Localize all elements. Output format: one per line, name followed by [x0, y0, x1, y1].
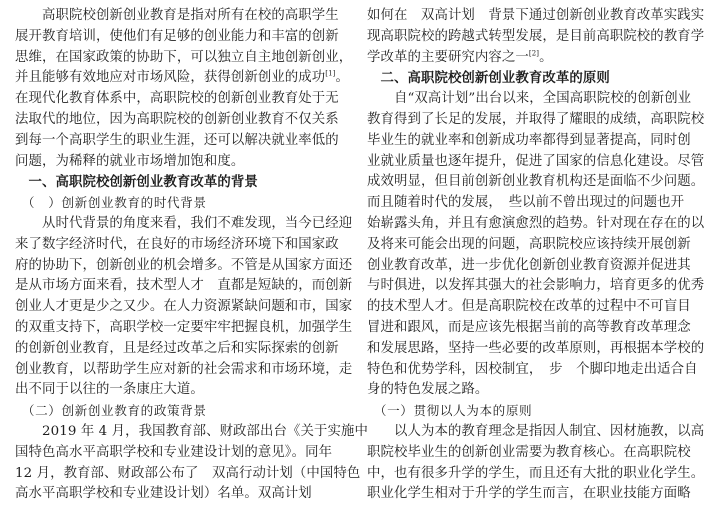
- subsection-heading: [15, 193, 347, 214]
- line-text: （ ）创新创业教育的时代背景: [15, 195, 207, 211]
- text-line: [15, 256, 353, 277]
- text-line: [15, 68, 350, 89]
- line-text: 展开教育培训，使他们有足够的创业能力和丰富的创新: [15, 28, 339, 44]
- line-text: 出不同于以往的一条康庄大道。: [15, 382, 204, 398]
- line-text: 问题，为稀释的就业市场增加饱和度。: [15, 153, 245, 169]
- line-text: 冒进和跟风，而是应该先根据当前的高等教育改革理念: [367, 319, 691, 335]
- line-text: 教育得到了长足的发展，并取得了耀眼的成绩，高职院校: [367, 111, 704, 127]
- line-text: 法取代的地位，因为高职院校的创新创业教育不仅关系: [15, 111, 339, 127]
- line-text: （二）创新创业教育的政策背景: [15, 403, 207, 419]
- line-text: 现高职院校的跨越式转型发展，是目前高职院校的教育学: [367, 28, 704, 44]
- text-line: [15, 131, 347, 152]
- text-line: [15, 339, 347, 360]
- text-line: [367, 276, 704, 297]
- line-tail: 。: [335, 70, 350, 86]
- text-line: [367, 110, 704, 131]
- text-line: [15, 318, 353, 339]
- line-text: 2019 年 4 月，我国教育部、财政部出台《关于实施中: [15, 423, 368, 439]
- text-line: [367, 339, 704, 360]
- text-line: [15, 110, 347, 131]
- text-line: [15, 443, 347, 464]
- text-line: [367, 443, 691, 464]
- line-text: 中，也有很多升学的学生，而且还有大批的职业化学生。: [367, 465, 704, 481]
- text-line: [15, 360, 353, 381]
- line-text: 国特色高水平高职学校和专业建设计划的意见》。同年: [15, 444, 333, 460]
- line-text: 是从市场方面来看，技术型人才 直都是短缺的，而创新: [15, 278, 353, 294]
- text-line: [15, 464, 361, 485]
- text-line: [367, 235, 691, 256]
- line-text: 和发展思路，坚持一些必要的改革原则，再根据本学校的: [367, 340, 704, 356]
- line-text: 来了数字经济时代，在良好的市场经济环境下和国家政: [15, 236, 339, 252]
- text-line: [15, 484, 347, 505]
- line-text: 一、高职院校创新创业教育改革的背景: [15, 174, 258, 191]
- line-text: 府的协助下，创新创业的机会增多。不管是从国家方面还: [15, 257, 353, 273]
- line-tail: 。: [539, 49, 553, 65]
- text-line: [367, 27, 704, 48]
- text-line: [367, 484, 691, 505]
- subsection-heading: [15, 401, 347, 422]
- line-text: 二、高职院校创新创业教育改革的原则: [367, 70, 610, 87]
- line-text: 学改革的主要研究内容之一: [367, 49, 529, 65]
- citation-marker: [2]: [528, 49, 540, 58]
- text-line: [15, 422, 368, 443]
- line-text: 以人为本的教育理念是指因人制宜、因材施教，以高: [367, 423, 704, 439]
- line-text: 高职院校创新创业教育是指对所有在校的高职学生: [15, 8, 339, 23]
- text-line: [15, 235, 347, 256]
- text-line: [367, 380, 687, 401]
- subsection-heading: [367, 401, 687, 422]
- line-text: 职业化学生相对于升学的学生而言，在职业技能方面略: [367, 486, 691, 502]
- line-text: 高水平高职学校和专业建设计划）名单。双高计划: [15, 486, 312, 502]
- line-text: 12 月，教育部、财政部公布了 双高行动计划（中国特色: [15, 465, 361, 481]
- line-text: 身的特色发展之路。: [367, 382, 489, 398]
- text-line: [15, 276, 353, 297]
- left-column: [15, 6, 368, 505]
- text-line: [15, 152, 347, 173]
- line-text: 思维，在国家政策的协助下，可以独立自主地创新创业，: [15, 49, 353, 65]
- text-line: [367, 318, 691, 339]
- text-line: [367, 6, 704, 27]
- text-line: [367, 48, 687, 69]
- text-line: [367, 152, 704, 173]
- line-text: 在现代化教育体系中，高职院校的创新创业教育处于无: [15, 91, 339, 107]
- line-text: 的双重支持下，高职学校一定要牢牢把握良机，加强学生: [15, 319, 353, 335]
- text-line: [367, 193, 687, 214]
- line-text: 到每一个高职学生的职业生涯，还可以解决就业率低的: [15, 132, 339, 148]
- text-line: [15, 27, 347, 48]
- text-line: [15, 48, 353, 69]
- text-line: [15, 89, 347, 110]
- section-heading: [367, 68, 687, 89]
- line-text: （一）贯彻以人为本的原则: [367, 403, 533, 419]
- text-line: [15, 214, 353, 235]
- line-text: 成效明显，但目前创新创业教育机构还是面临不少问题。: [367, 174, 704, 190]
- text-line: [367, 89, 692, 110]
- line-text: 并且能够有效地应对市场风险，获得创新创业的成功: [15, 70, 326, 86]
- section-heading: [15, 172, 347, 193]
- line-text: 始崭露头角，并且有愈演愈烈的趋势。针对现在存在的以: [367, 215, 704, 231]
- line-text: 特色和优势学科，因校制宜， 步 个脚印地走出适合自: [367, 361, 698, 377]
- citation-marker: [1]: [325, 69, 336, 78]
- text-line: [367, 131, 691, 152]
- line-text: 自“双高计划”出台以来，全国高职院校的创新创业: [367, 91, 692, 107]
- text-line: [367, 297, 691, 318]
- text-line: [367, 172, 704, 193]
- line-text: 而且随着时代的发展， 些以前不曾出现过的问题也开: [367, 195, 685, 211]
- line-text: 职院校毕业生的创新创业需要为教育核心。在高职院校: [367, 444, 691, 460]
- right-column: [367, 6, 704, 505]
- line-text: 毕业生的就业率和创新成功率都得到显著提高，同时创: [367, 132, 691, 148]
- text-line: [367, 464, 704, 485]
- line-text: 创业教育，以帮助学生应对新的社会需求和市场环境，走: [15, 361, 353, 377]
- line-text: 的创新创业教育，且是经过改革之后和实际探索的创新: [15, 340, 339, 356]
- line-text: 及将来可能会出现的问题，高职院校应该持续开展创新: [367, 236, 691, 252]
- text-line: [367, 214, 704, 235]
- line-text: 创业教育改革，进一步优化创新创业教育资源并促进其: [367, 257, 691, 273]
- text-line: [15, 380, 347, 401]
- line-text: 与时俱进，以发挥其强大的社会影响力，培育更多的优秀: [367, 278, 704, 294]
- line-text: 从时代背景的角度来看，我们不难发现，当今已经迎: [15, 215, 353, 231]
- text-line: [15, 6, 347, 27]
- line-text: 如何在 双高计划 背景下通过创新创业教育改革实践实: [367, 8, 704, 23]
- line-text: 的技术型人才。但是高职院校在改革的过程中不可盲目: [367, 299, 691, 315]
- text-line: [367, 256, 691, 277]
- text-line: [367, 360, 698, 381]
- line-text: 创业人才更是少之又少。在人力资源紧缺问题和市，国家: [15, 299, 353, 315]
- line-text: 业就业质量也逐年提升，促进了国家的信息化建设。尽管: [367, 153, 704, 169]
- text-line: [367, 422, 704, 443]
- text-line: [15, 297, 353, 318]
